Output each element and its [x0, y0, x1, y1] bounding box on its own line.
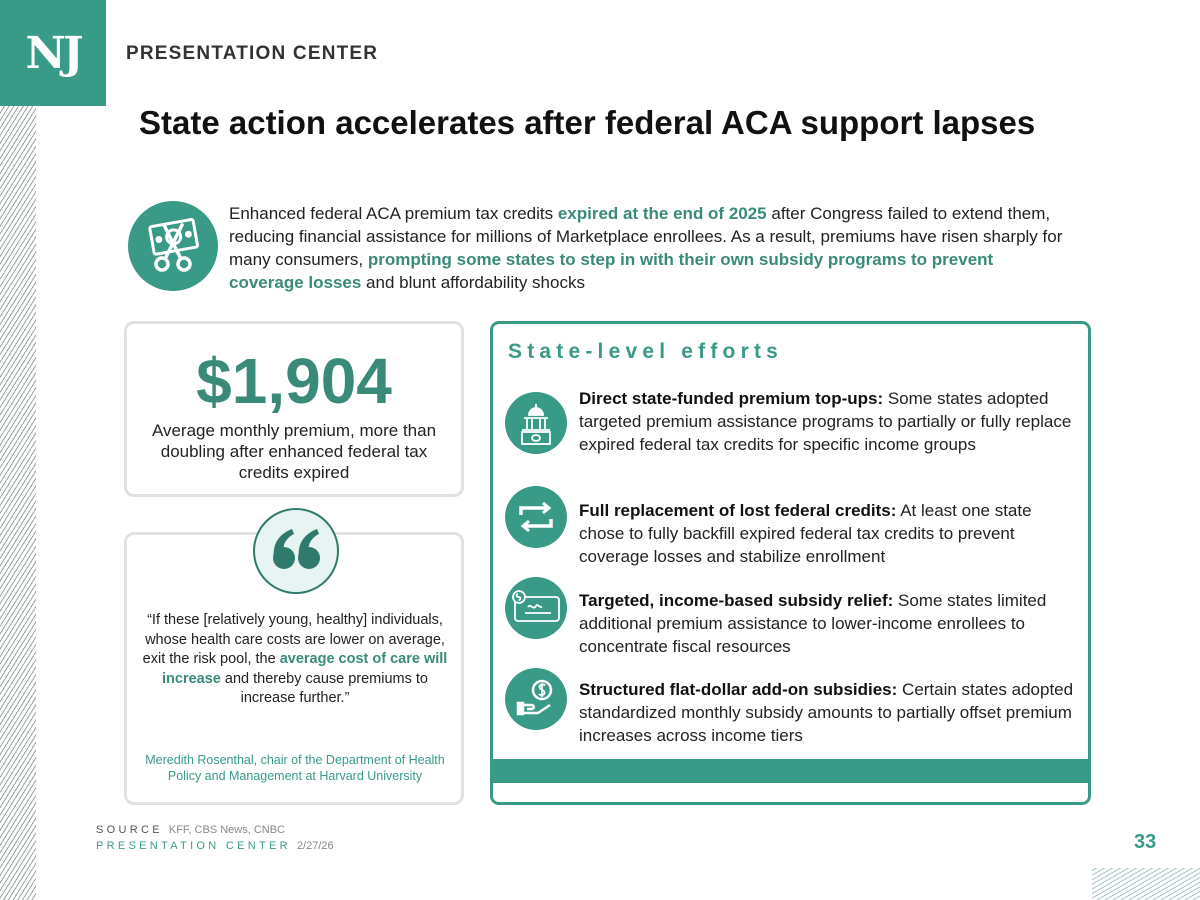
effort-item-4 [579, 678, 1074, 747]
footer-center-label: PRESENTATION CENTER [96, 840, 291, 852]
effort-item-1-title: Direct state-funded premium top-ups: [579, 389, 884, 408]
page-number: 33 [1134, 831, 1157, 853]
intro-text-2: after Congress failed to extend them, reducing financial assistance for millions of Marketplace enrollees. As a result, premiums have risen sharply for many consumers, [229, 204, 1063, 269]
quotation-mark-icon [253, 508, 339, 594]
effort-item-2 [579, 499, 1074, 568]
page-title: State action accelerates after federal ACA support lapses [139, 104, 1036, 141]
capitol-dollar-icon [505, 392, 567, 454]
exchange-arrows-icon [505, 486, 567, 548]
intro-text-3: and blunt affordability shocks [361, 273, 585, 292]
effort-item-3 [579, 589, 1074, 658]
footer-date: 2/27/26 [296, 840, 334, 852]
effort-item-3-title: Targeted, income-based subsidy relief: [579, 591, 894, 610]
check-payment-icon [505, 577, 567, 639]
effort-item-2-text: At least one state chose to fully backfill expired federal tax credits to prevent coverage losses and stabilize enrollment [579, 501, 1032, 566]
logo-text: NJ [25, 27, 81, 79]
efforts-footer-band [493, 759, 1088, 783]
effort-item-4-title: Structured flat-dollar add-on subsidies: [579, 680, 898, 699]
quote-text [140, 611, 450, 709]
quote-author: Meredith Rosenthal, chair of the Department of Health Policy and Management at Harvard University [145, 753, 445, 783]
intro-text-1: Enhanced federal ACA premium tax credits [229, 204, 558, 223]
footer-source [96, 824, 285, 836]
effort-item-4-text: Certain states adopted standardized monthly subsidy amounts to partially offset premium increases across income tiers [579, 680, 1074, 745]
footer-source-label: SOURCE [96, 824, 163, 836]
money-scissors-icon [128, 201, 218, 291]
header-title: PRESENTATION CENTER [126, 43, 379, 64]
intro-highlight-expired: expired at the end of 2025 [557, 204, 767, 223]
effort-item-2-title: Full replacement of lost federal credits: [579, 501, 897, 520]
efforts-heading: State-level efforts [508, 340, 784, 363]
footer-source-value: KFF, CBS News, CNBC [168, 824, 286, 836]
quote-highlight: average cost of care will increase [162, 651, 448, 687]
left-hatch-decoration [0, 106, 36, 900]
effort-item-1 [579, 387, 1074, 456]
nj-logo [0, 0, 106, 106]
intro-highlight-states: prompting some states to step in with their own subsidy programs to prevent coverage losses [229, 250, 994, 292]
effort-item-1-text: Some states adopted targeted premium assistance programs to partially or fully replace expired federal tax credits for specific income groups [579, 389, 1072, 454]
stat-description: Average monthly premium, more than doubling after enhanced federal tax credits expired [151, 421, 437, 482]
hand-dollar-icon [505, 668, 567, 730]
bottom-right-hatch-decoration [1092, 868, 1200, 900]
stat-card [124, 321, 464, 497]
stat-value: $1,904 [196, 345, 392, 417]
quote-text-end: and thereby cause premiums to increase further.” [220, 670, 428, 706]
intro-paragraph [229, 202, 1069, 294]
effort-item-3-text: Some states limited additional premium assistance to lower-income enrollees to concentrate fiscal resources [579, 591, 1047, 656]
quote-text-start: “If these [relatively young, healthy] individuals, whose health care costs are lower on average, exit the risk pool, the [142, 612, 445, 667]
footer-presentation-center [96, 840, 334, 852]
